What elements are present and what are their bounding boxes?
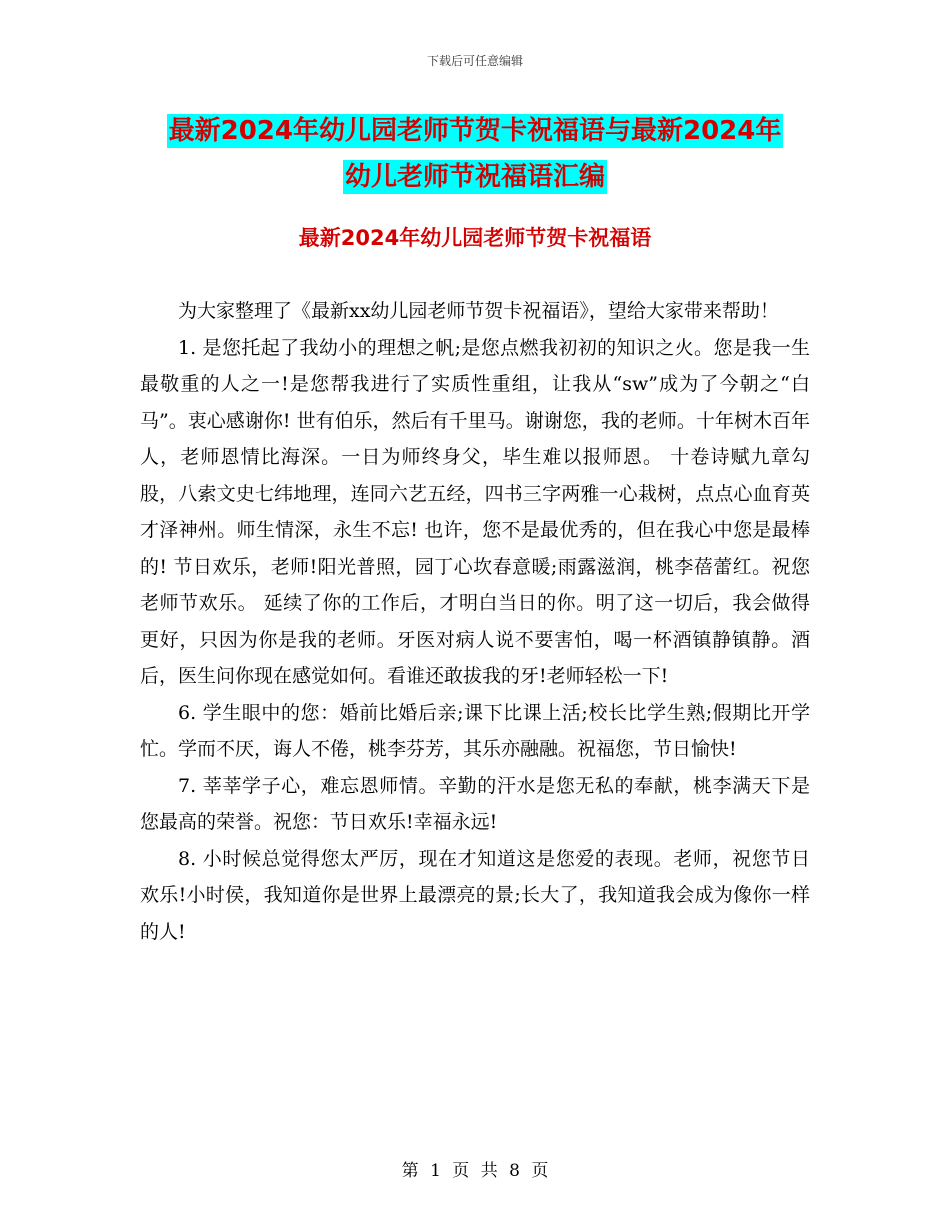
paragraph-1: 1. 是您托起了我幼小的理想之帆;是您点燃我初初的知识之火。您是我一生最敬重的人之一!是您帮我进行了实质性重组，让我从“sw”成为了今朝之“白马”。衷心感谢你! 世有伯乐，然后有千里马。谢谢您，我的老师。十年树木百年人，老师恩情比海深。一日为师终身父，毕生难以报师恩。 十卷诗赋九章勾股，八索文史七纬地理，连同六艺五经，四书三字两雅一心栽树，点点心血育英才泽神州。师生情深，永生不忘! 也许，您不是最优秀的，但在我心中您是最棒的! 节日欢乐，老师!阳光普照，园丁心坎春意暖;雨露滋润，桃李蓓蕾红。祝您老师节欢乐。 延续了你的工作后，才明白当日的你。明了这一切后，我会做得更好，只因为你是我的老师。牙医对病人说不要害怕，喝一杯酒镇静镇静。酒后，医生问你现在感觉如何。看谁还敢拔我的牙!老师轻松一下! [140, 336, 810, 687]
title-line-1: 最新2024年幼儿园老师节贺卡祝福语与最新2024年 [168, 116, 782, 146]
paragraph-intro: 为大家整理了《最新xx幼儿园老师节贺卡祝福语》，望给大家带来帮助！ [178, 300, 779, 322]
section-subtitle: 最新2024年幼儿园老师节贺卡祝福语 [298, 226, 652, 250]
document-body [140, 293, 810, 950]
paragraph-8: 8. 小时候总觉得您太严厉，现在才知道这是您爱的表现。老师，祝您节日欢乐!小时侯，我知道你是世界上最漂亮的景;长大了，我知道我会成为像你一样的人! [140, 847, 810, 943]
paragraph-7: 7. 莘莘学子心，难忘恩师情。辛勤的汗水是您无私的奉献，桃李满天下是您最高的荣誉。祝您：节日欢乐!幸福永远! [140, 774, 810, 833]
paragraph-6: 6. 学生眼中的您：婚前比婚后亲;课下比课上活;校长比学生熟;假期比开学忙。学而不厌，诲人不倦，桃李芬芳，其乐亦融融。祝福您，节日愉快! [140, 701, 810, 760]
header-note: 下载后可任意编辑 [426, 54, 523, 68]
title-line-2: 幼儿老师节祝福语汇编 [344, 162, 605, 192]
page-number-footer: 第 1 页 共 8 页 [401, 1161, 549, 1181]
document-title [0, 108, 950, 200]
